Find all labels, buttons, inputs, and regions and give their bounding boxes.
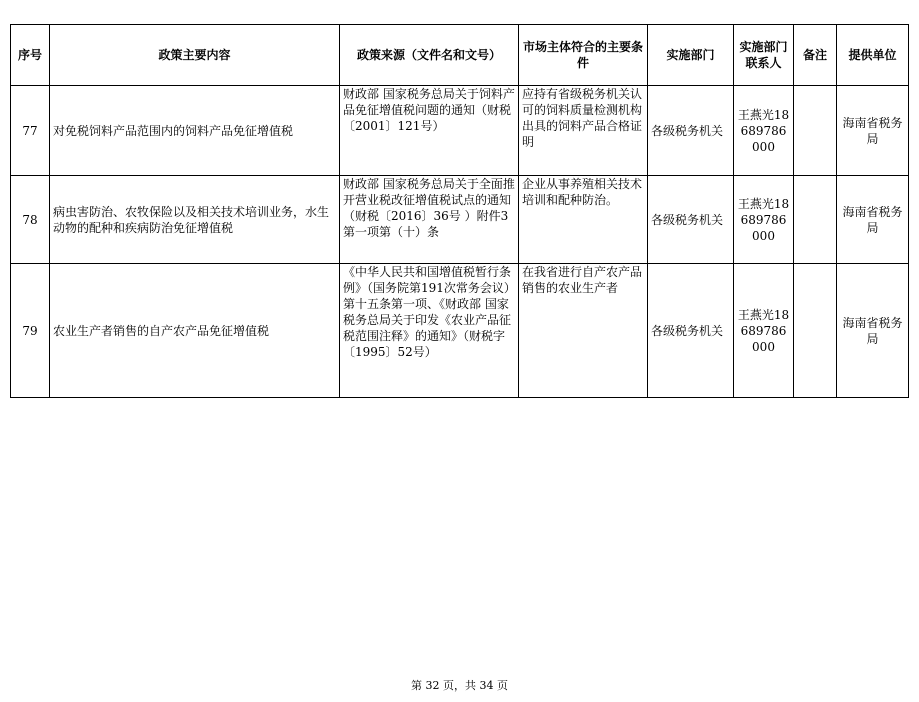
cell-conditions: 企业从事养殖相关技术培训和配种防治。: [519, 176, 648, 264]
cell-remark: [794, 264, 837, 398]
cell-dept: 各级税务机关: [648, 176, 734, 264]
cell-content: 病虫害防治、农牧保险以及相关技术培训业务，水生动物的配种和疾病防治免征增值税: [50, 176, 340, 264]
cell-source: 《中华人民共和国增值税暂行条例》（国务院第191次常务会议）第十五条第一项、《财政部 国家税务总局关于印发《农业产品征税范围注释》的通知》（财税字〔1995〕52号）: [340, 264, 519, 398]
cell-contact: 王燕光18689786000: [734, 86, 794, 176]
header-seq: 序号: [11, 25, 50, 86]
table-row: [11, 264, 909, 398]
cell-content: 对免税饲料产品范围内的饲料产品免征增值税: [50, 86, 340, 176]
header-content: 政策主要内容: [50, 25, 340, 86]
header-contact: 实施部门联系人: [734, 25, 794, 86]
header-provider: 提供单位: [837, 25, 909, 86]
header-source: 政策来源（文件名和文号）: [340, 25, 519, 86]
cell-seq: 77: [11, 86, 50, 176]
header-dept: 实施部门: [648, 25, 734, 86]
table-header-row: [11, 25, 909, 86]
cell-dept: 各级税务机关: [648, 264, 734, 398]
policy-table: [10, 24, 909, 398]
table-row: [11, 86, 909, 176]
cell-seq: 79: [11, 264, 50, 398]
table-row: [11, 176, 909, 264]
cell-provider: 海南省税务局: [837, 264, 909, 398]
cell-remark: [794, 176, 837, 264]
cell-contact: 王燕光18689786000: [734, 176, 794, 264]
cell-contact: 王燕光18689786000: [734, 264, 794, 398]
cell-source: 财政部 国家税务总局关于全面推开营业税改征增值税试点的通知（财税〔2016〕36号 ）附件3第一项第（十）条: [340, 176, 519, 264]
header-conditions: 市场主体符合的主要条件: [519, 25, 648, 86]
cell-remark: [794, 86, 837, 176]
cell-seq: 78: [11, 176, 50, 264]
page-footer: 第 32 页，共 34 页: [411, 679, 508, 692]
header-remark: 备注: [794, 25, 837, 86]
cell-source: 财政部 国家税务总局关于饲料产品免征增值税问题的通知（财税〔2001〕121号）: [340, 86, 519, 176]
cell-dept: 各级税务机关: [648, 86, 734, 176]
cell-content: 农业生产者销售的自产农产品免征增值税: [50, 264, 340, 398]
cell-provider: 海南省税务局: [837, 86, 909, 176]
cell-conditions: 在我省进行自产农产品销售的农业生产者: [519, 264, 648, 398]
cell-provider: 海南省税务局: [837, 176, 909, 264]
cell-conditions: 应持有省级税务机关认可的饲料质量检测机构出具的饲料产品合格证明: [519, 86, 648, 176]
